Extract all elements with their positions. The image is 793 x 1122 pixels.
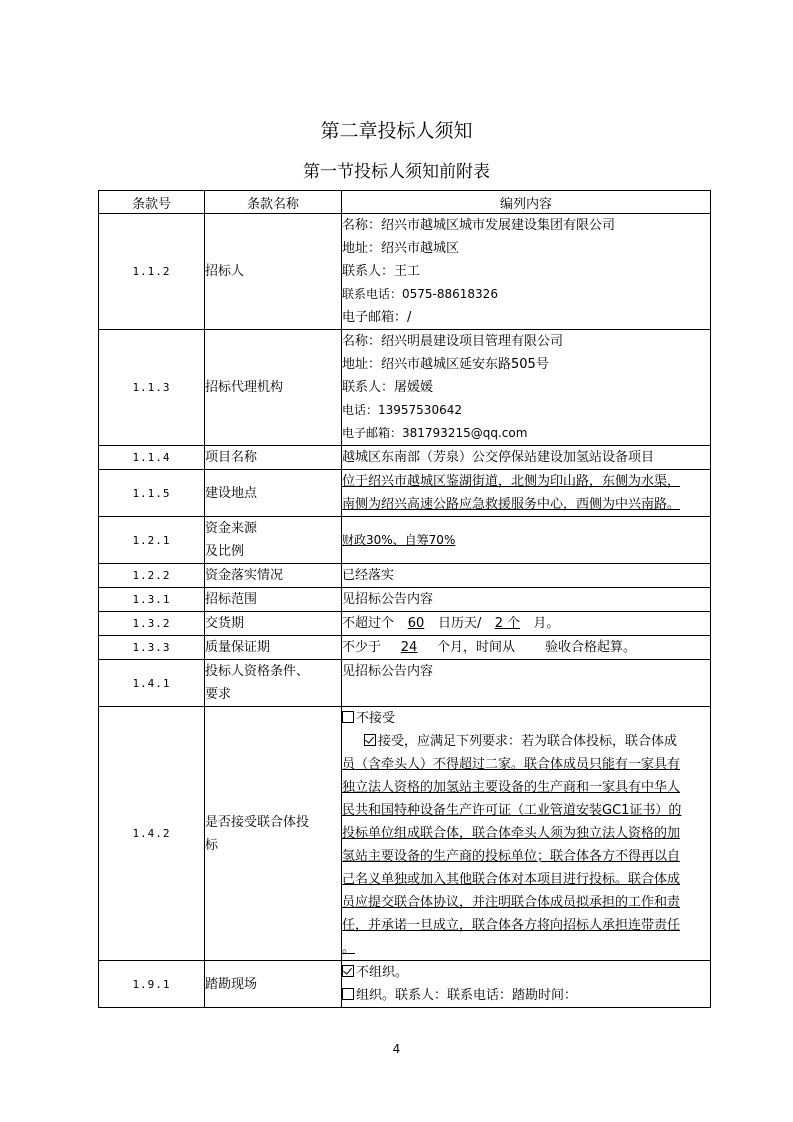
table-row <box>99 588 711 612</box>
header-clause-number: 条款号 <box>99 191 205 214</box>
clause-content <box>342 660 711 707</box>
warranty-text: 个月，时间从 <box>437 640 516 655</box>
warranty-text: 验收合格起算。 <box>545 640 637 655</box>
clause-number: 1.2.1 <box>99 517 205 564</box>
table-row <box>99 330 711 446</box>
bidder-instructions-table <box>98 190 711 1008</box>
clause-name: 招标范围 <box>205 588 342 612</box>
clause-content <box>342 446 711 470</box>
clause-name-line: 是否接受联合体投 <box>205 814 310 830</box>
agency-contact: 联系人：屠媛媛 <box>342 380 434 395</box>
option-organize <box>342 984 710 1007</box>
clause-number: 1.4.1 <box>99 660 205 707</box>
agency-email: 电子邮箱：381793215@qq.com <box>342 426 528 440</box>
option-accept <box>342 730 710 753</box>
option-label: 不组织。 <box>356 965 409 980</box>
header-clause-name: 条款名称 <box>205 191 342 214</box>
consortium-requirement-line: 员（含牵头人）不得超过二家。联合体成员只能有一家具有 <box>342 757 681 772</box>
clause-name: 质量保证期 <box>205 636 342 660</box>
clause-name-line: 标 <box>205 837 219 853</box>
clause-number: 1.3.1 <box>99 588 205 612</box>
table-row <box>99 660 711 707</box>
delivery-text: 月。 <box>533 616 560 631</box>
consortium-requirement-line: 任，并承诺一旦成立，联合体各方将向招标人承担连带责任 <box>342 918 681 933</box>
clause-number: 1.9.1 <box>99 961 205 1008</box>
clause-content <box>342 470 711 517</box>
tenderer-address: 地址：绍兴市越城区 <box>342 241 460 256</box>
table-row <box>99 446 711 470</box>
funding-status-value: 已经落实 <box>342 568 395 583</box>
clause-name: 踏勘现场 <box>205 961 342 1008</box>
clause-content <box>342 961 711 1008</box>
table-row <box>99 564 711 588</box>
clause-content <box>342 517 711 564</box>
clause-name <box>205 660 342 707</box>
header-content: 编列内容 <box>342 191 711 214</box>
funding-source-value: 财政30%、自筹70% <box>342 532 456 547</box>
option-not-accept <box>342 707 710 730</box>
tenderer-phone: 联系电话：0575-88618326 <box>342 287 498 301</box>
clause-name: 建设地点 <box>205 470 342 517</box>
clause-content <box>342 214 711 330</box>
chapter-title: 第二章投标人须知 <box>320 120 473 142</box>
warranty-text: 不少于 <box>342 640 382 655</box>
clause-number: 1.1.3 <box>99 330 205 446</box>
clause-name: 招标代理机构 <box>205 330 342 446</box>
option-label: 组织。联系人：联系电话：踏勘时间： <box>356 988 578 1003</box>
delivery-days: 60 <box>407 616 425 631</box>
table-header-row <box>99 191 711 214</box>
table-row <box>99 707 711 961</box>
consortium-requirement-line: 投标单位组成联合体，联合体牵头人须为独立法人资格的加 <box>342 826 681 841</box>
clause-number: 1.2.2 <box>99 564 205 588</box>
agency-address: 地址：绍兴市越城区延安东路505号 <box>342 357 549 372</box>
checkbox-unchecked-icon <box>342 711 354 723</box>
clause-name: 交货期 <box>205 612 342 636</box>
option-label: 不接受 <box>356 711 396 726</box>
clause-number: 1.3.2 <box>99 612 205 636</box>
qualification-value: 见招标公告内容 <box>342 664 434 679</box>
table-row <box>99 961 711 1008</box>
clause-content <box>342 707 711 961</box>
checkbox-checked-icon <box>342 965 354 977</box>
clause-name: 招标人 <box>205 214 342 330</box>
clause-number: 1.3.3 <box>99 636 205 660</box>
table-row <box>99 636 711 660</box>
warranty-months: 24 <box>400 640 418 655</box>
site-location-line: 南侧为绍兴高速公路应急救援服务中心，西侧为中兴南路。 <box>342 497 681 512</box>
clause-content <box>342 636 711 660</box>
clause-number: 1.4.2 <box>99 707 205 961</box>
consortium-requirement-line: 民共和国特种设备生产许可证（工业管道安装GC1证书）的 <box>342 803 682 818</box>
checkbox-checked-icon <box>364 734 376 746</box>
consortium-requirement-line: 。 <box>342 941 356 956</box>
clause-name-line: 要求 <box>205 687 232 702</box>
clause-number: 1.1.5 <box>99 470 205 517</box>
clause-name-line: 资金来源 <box>205 521 258 536</box>
project-name-value: 越城区东南部（芳泉）公交停保站建设加氢站设备项目 <box>342 450 655 465</box>
clause-name-line: 及比例 <box>205 544 245 559</box>
delivery-months: 2 个 <box>494 616 521 631</box>
delivery-period-value <box>342 612 710 635</box>
clause-content <box>342 330 711 446</box>
tenderer-email: 电子邮箱：/ <box>342 310 412 325</box>
site-location-line: 位于绍兴市越城区鉴湖街道，北侧为印山路，东侧为水渠， <box>342 474 681 489</box>
table-row <box>99 612 711 636</box>
table-row <box>99 470 711 517</box>
option-not-organize <box>342 961 710 984</box>
agency-name: 名称：绍兴明晨建设项目管理有限公司 <box>342 334 564 349</box>
table-row <box>99 214 711 330</box>
tenderer-name: 名称：绍兴市越城区城市发展建设集团有限公司 <box>342 218 616 233</box>
consortium-requirement-line: 氢站主要设备的生产商的投标单位；联合体各方不得再以自 <box>342 849 681 864</box>
bid-scope-value: 见招标公告内容 <box>342 592 434 607</box>
checkbox-unchecked-icon <box>342 988 354 1000</box>
delivery-text: 日历天/ <box>438 616 482 631</box>
clause-name: 项目名称 <box>205 446 342 470</box>
agency-phone: 电话：13957530642 <box>342 403 462 417</box>
page-number: 4 <box>392 1042 401 1056</box>
option-label: 接受，应满足下列要求：若为联合体投标，联合体成 <box>378 734 678 749</box>
consortium-requirement-line: 己名义单独或加入其他联合体对本项目进行投标。联合体成 <box>342 872 681 887</box>
clause-name <box>205 707 342 961</box>
consortium-requirement-line: 独立法人资格的加氢站主要设备的生产商和一家具有中华人 <box>342 780 681 795</box>
warranty-period-value <box>342 636 710 659</box>
clause-number: 1.1.2 <box>99 214 205 330</box>
section-title: 第一节投标人须知前附表 <box>303 162 490 182</box>
clause-name-line: 投标人资格条件、 <box>205 664 310 679</box>
clause-content <box>342 564 711 588</box>
tenderer-contact: 联系人：王工 <box>342 264 421 279</box>
clause-content <box>342 588 711 612</box>
clause-number: 1.1.4 <box>99 446 205 470</box>
clause-name <box>205 517 342 564</box>
clause-name: 资金落实情况 <box>205 564 342 588</box>
table-row <box>99 517 711 564</box>
clause-content <box>342 612 711 636</box>
consortium-requirement-line: 员应提交联合体协议，并注明联合体成员拟承担的工作和责 <box>342 895 681 910</box>
delivery-text: 不超过个 <box>342 616 395 631</box>
